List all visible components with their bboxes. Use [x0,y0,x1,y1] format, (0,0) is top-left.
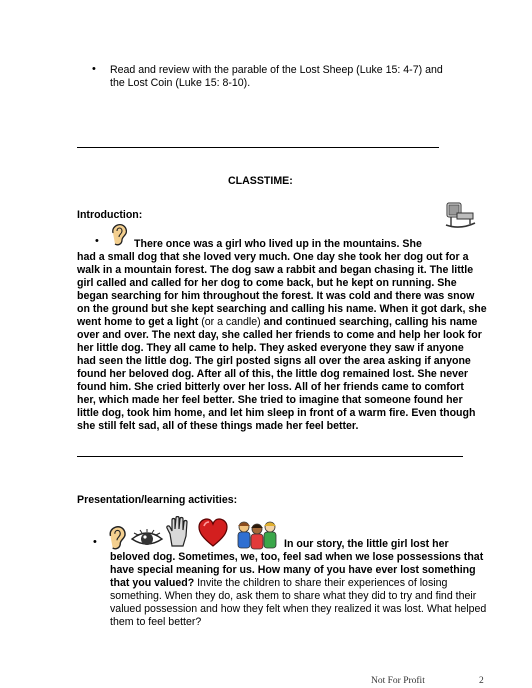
presentation-line: something. When they do, ask them to share what they did to try and find their [110,590,477,602]
page-number: 2 [479,676,484,686]
rocking-chair-icon [443,201,477,229]
presentation-heading: Presentation/learning activities: [77,494,238,506]
ear-icon [108,221,130,247]
text-segment: and continued searching, calling his name [260,316,478,328]
introduction-line: little dog, took him home, and let him sleep in front of a warm fire. Even though [77,407,476,419]
footer-note: Not For Profit [371,676,425,686]
presentation-line: beloved dog. Sometimes, we, too, feel sad when we lose possessions that [110,551,484,563]
section-divider [77,147,439,148]
introduction-line: her little dog. They all came to help. They asked everyone they saw if anyone [77,342,464,354]
parenthetical: (or a candle) [201,316,261,328]
eye-icon [130,527,164,549]
presentation-line-mixed [110,577,447,590]
top-bullet-line-1: Read and review with the parable of the Lost Sheep (Luke 15: 4-7) and [110,64,443,76]
presentation-line: them to feel better? [110,616,202,628]
introduction-line: began searching for him throughout the forest. It was cold and there was snow [77,290,475,302]
introduction-line: found him. She cried bitterly over her loss. All of her friends came to comfort [77,381,464,393]
introduction-line: on the ground but she kept searching and calling his name. When it got dark, she [77,303,487,315]
presentation-line: have special meaning for us. How many of you have ever lost something [110,564,476,576]
text-segment: went home to get a light [77,316,202,328]
section-divider [77,456,463,457]
bullet-marker: • [95,235,99,247]
top-bullet-line-2: the Lost Coin (Luke 15: 8-10). [110,77,251,89]
introduction-first-line: There once was a girl who lived up in the mountains. She [134,238,422,250]
introduction-line: had a small dog that she loved very much. One day she took her dog out for a [77,251,469,263]
introduction-line-mixed [77,316,477,329]
bullet-marker: • [93,536,97,548]
bullet-marker: • [92,63,96,75]
introduction-heading: Introduction: [77,209,143,221]
presentation-first-line: In our story, the little girl lost her [284,538,449,550]
introduction-line: had seen the little dog. The girl posted signs all over the area asking if anyone [77,355,471,367]
heart-icon [197,518,229,548]
introduction-line: she still felt sad, all of these things made her feel better. [77,420,359,432]
introduction-line: girl called and called for her dog to come back, but he kept on running. She [77,277,457,289]
text-segment: that you valued? [110,577,195,589]
introduction-line: over and over. The next day, she called her friends to come and help her look for [77,329,482,341]
hand-icon [165,516,191,548]
classtime-heading: CLASSTIME: [228,175,293,187]
children-group-icon [234,519,280,551]
introduction-line: walk in a mountain forest. The dog saw a rabbit and began chasing it. The little [77,264,474,276]
ear-icon [105,522,129,552]
introduction-line: her, which made her feel better. She tried to imagine that someone found her [77,394,463,406]
text-segment: Invite the children to share their experiences of losing [194,577,448,589]
presentation-line: valued possession and how they felt when they realized it was lost. What helped [110,603,487,615]
introduction-line: found her beloved dog. After all of this, the little dog remained lost. She never [77,368,469,380]
